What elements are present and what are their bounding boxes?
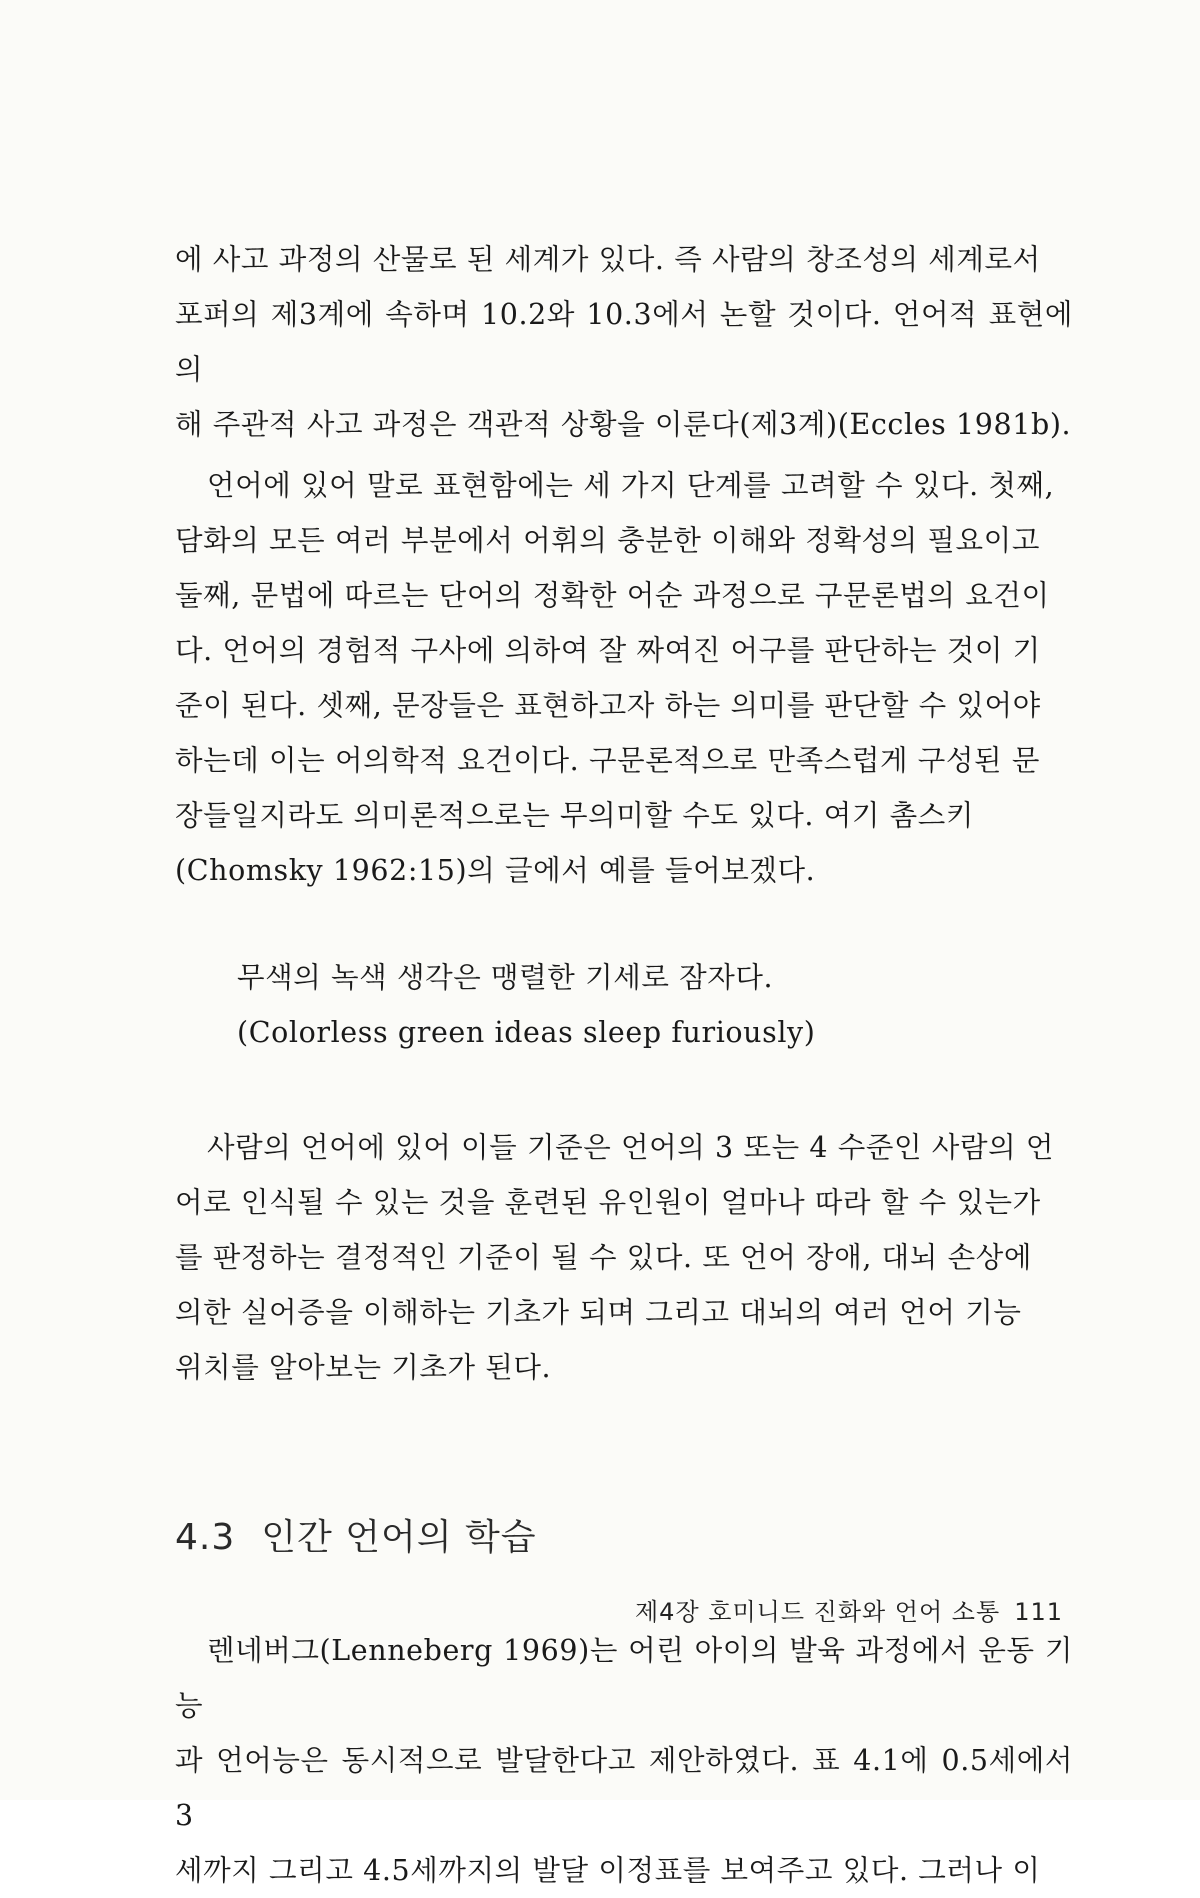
example-quote: [237, 950, 1073, 1060]
running-footer: [635, 1592, 1063, 1627]
page-number: 111: [1014, 1598, 1063, 1626]
paragraph-3: 사람의 언어에 있어 이들 기준은 언어의 3 또는 4 수준인 사람의 언 어로 인식될 수 있는 것을 훈련된 유인원이 얼마나 따라 할 수 있는가 를 판정하는 결정적인 기준이 될 수 있다. 또 언어 장애, 대뇌 손상에 의한 실어증을 이해하는 기초가 되며 그리고 대뇌의 여러 언어 기능 위치를 알아보는 기초가 된다.: [175, 1131, 1054, 1384]
section-number: 4.3: [175, 1517, 236, 1558]
paragraph-2: 언어에 있어 말로 표현함에는 세 가지 단계를 고려할 수 있다. 첫째, 담화의 모든 여러 부분에서 어휘의 충분한 이해와 정확성의 필요이고 둘째, 문법에 따르는 단어의 정확한 어순 과정으로 구문론법의 요건이 다. 언어의 경험적 구사에 의하여 잘 짜여진 어구를 판단하는 것이 기 준이 된다. 셋째, 문장들은 표현하고자 하는 의미를 판단할 수 있어야 하는데 이는 어의학적 요건이다. 구문론적으로 만족스럽게 구성된 문 장들일지라도 의미론적으로는 무의미할 수도 있다. 여기 촘스키 (Chomsky 1962:15)의 글에서 예를 들어보겠다.: [175, 469, 1055, 887]
paragraph-1: 에 사고 과정의 산물로 된 세계가 있다. 즉 사람의 창조성의 세계로서 포퍼의 제3계에 속하며 10.2와 10.3에서 논할 것이다. 언어적 표현에 의 해 주관적 사고 과정은 객관적 상황을 이룬다(제3계)(Eccles 1981b).: [175, 243, 1073, 441]
footer-chapter: 제4장 호미니드 진화와 언어 소통: [635, 1598, 1001, 1626]
section-title: 인간 언어의 학습: [261, 1517, 537, 1558]
section-heading: [175, 1515, 1073, 1561]
paragraph-4: 렌네버그(Lenneberg 1969)는 어린 아이의 발육 과정에서 운동 기능 과 언어능은 동시적으로 발달한다고 제안하였다. 표 4.1에 0.5세에서 3 세까지 그리고 4.5세까지의 발달 이정표를 보여주고 있다. 그러나 이: [175, 1634, 1073, 1887]
quote-english: (Colorless green ideas sleep furiously): [237, 1016, 816, 1049]
page-content: [175, 232, 1073, 1898]
quote-korean: 무색의 녹색 생각은 맹렬한 기세로 잠자다.: [237, 961, 774, 994]
